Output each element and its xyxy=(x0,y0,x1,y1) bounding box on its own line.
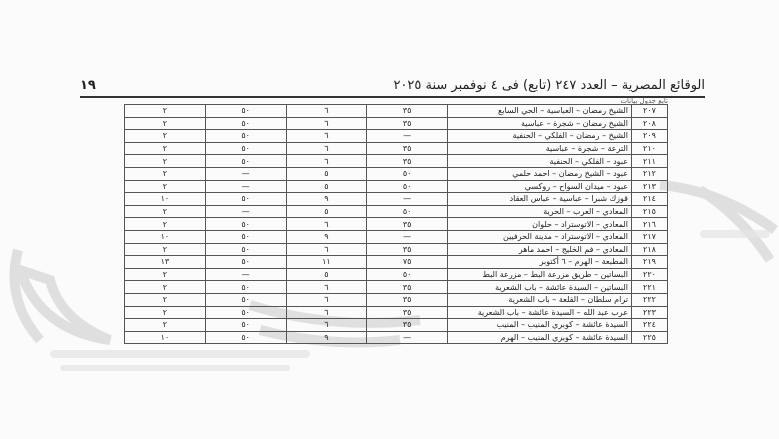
row-number: ٢٠٧ xyxy=(632,105,668,118)
row-value-1: ٥٠ xyxy=(367,167,448,180)
row-number: ٢١٣ xyxy=(632,180,668,193)
row-route: عبود – ميدان السواح – روكسي xyxy=(448,180,632,193)
row-route: المعادي – فم الخليج – احمد ماهر xyxy=(448,243,632,256)
table-row xyxy=(125,142,668,155)
row-value-1: ٣٥ xyxy=(367,243,448,256)
row-value-2: ٦ xyxy=(286,243,367,256)
row-value-3: — xyxy=(205,180,286,193)
table-row xyxy=(125,193,668,206)
row-value-2: ٥ xyxy=(286,167,367,180)
row-value-4: ٢ xyxy=(125,319,206,332)
row-value-1: ٧٥ xyxy=(367,256,448,269)
row-number: ٢١٨ xyxy=(632,243,668,256)
row-value-1: ٣٥ xyxy=(367,319,448,332)
table-row xyxy=(125,155,668,168)
row-value-1: ٥٠ xyxy=(367,268,448,281)
row-value-4: ٢ xyxy=(125,142,206,155)
page-header xyxy=(80,78,705,96)
row-value-4: ٢ xyxy=(125,218,206,231)
row-value-2: ٦ xyxy=(286,319,367,332)
row-number: ٢٢٣ xyxy=(632,306,668,319)
row-value-2: ٦ xyxy=(286,155,367,168)
row-value-2: ٦ xyxy=(286,105,367,118)
row-value-1: ٥٠ xyxy=(367,180,448,193)
row-value-1: ٣٥ xyxy=(367,281,448,294)
row-value-4: ١٠ xyxy=(125,230,206,243)
table-row xyxy=(125,319,668,332)
row-route: عرب عبد الله – السيدة عائشة – باب الشعرية xyxy=(448,306,632,319)
row-route: عبود – الشيخ رمضان – احمد حلمي xyxy=(448,167,632,180)
row-number: ٢٢٤ xyxy=(632,319,668,332)
row-value-3: ٥٠ xyxy=(205,293,286,306)
row-number: ٢٠٨ xyxy=(632,117,668,130)
row-route: الشيخ – رمضان – الفلكي – الحنفية xyxy=(448,130,632,143)
row-route: السيدة عائشة – كوبري المنيب – المنيب xyxy=(448,319,632,332)
row-route: عبود – الفلكي – الحنفية xyxy=(448,155,632,168)
row-value-3: ٥٠ xyxy=(205,256,286,269)
table-row xyxy=(125,218,668,231)
row-value-3: ٥٠ xyxy=(205,230,286,243)
row-value-2: ١١ xyxy=(286,256,367,269)
row-value-1: ٣٥ xyxy=(367,117,448,130)
row-value-3: ٥٠ xyxy=(205,117,286,130)
table-row xyxy=(125,243,668,256)
row-route: ترام سلطان – القلعة – باب الشعرية xyxy=(448,293,632,306)
table-row xyxy=(125,205,668,218)
table-row xyxy=(125,306,668,319)
row-route: السيدة عائشة – كوبري المنيب – الهرم xyxy=(448,331,632,344)
row-value-3: ٥٠ xyxy=(205,306,286,319)
row-value-1: — xyxy=(367,230,448,243)
row-value-3: ٥٠ xyxy=(205,218,286,231)
row-number: ٢١٢ xyxy=(632,167,668,180)
row-route: الشيخ رمضان – العباسية – الحي السابع xyxy=(448,105,632,118)
data-table xyxy=(124,104,668,344)
row-value-1: ٣٥ xyxy=(367,293,448,306)
row-value-1: ٥٠ xyxy=(367,205,448,218)
row-value-3: ٥٠ xyxy=(205,155,286,168)
row-value-2: ٦ xyxy=(286,293,367,306)
row-value-4: ٢ xyxy=(125,268,206,281)
page-number: ١٩ xyxy=(80,78,96,93)
row-value-4: ٢ xyxy=(125,205,206,218)
row-value-1: ٣٥ xyxy=(367,306,448,319)
table-row xyxy=(125,256,668,269)
table-row xyxy=(125,331,668,344)
row-value-4: ١٣ xyxy=(125,256,206,269)
row-number: ٢١٦ xyxy=(632,218,668,231)
row-value-1: — xyxy=(367,130,448,143)
row-value-2: ٦ xyxy=(286,130,367,143)
table-caption: تابع جدول بيانات xyxy=(620,97,668,105)
row-value-3: ٥٠ xyxy=(205,243,286,256)
row-value-3: — xyxy=(205,268,286,281)
row-value-2: ٦ xyxy=(286,218,367,231)
row-number: ٢١٥ xyxy=(632,205,668,218)
header-rule xyxy=(80,96,705,98)
row-value-4: ٢ xyxy=(125,180,206,193)
row-value-1: ٣٥ xyxy=(367,155,448,168)
row-value-3: ٥٠ xyxy=(205,105,286,118)
table-row xyxy=(125,105,668,118)
row-number: ٢٢١ xyxy=(632,281,668,294)
row-value-4: ٢ xyxy=(125,306,206,319)
row-value-4: ٢ xyxy=(125,130,206,143)
row-value-3: ٥٠ xyxy=(205,130,286,143)
row-value-2: ٩ xyxy=(286,193,367,206)
row-value-3: — xyxy=(205,167,286,180)
row-value-2: ٦ xyxy=(286,281,367,294)
row-route: الشيخ رمضان – شجرة – عباسية xyxy=(448,117,632,130)
row-number: ٢٢٢ xyxy=(632,293,668,306)
row-value-4: ٢ xyxy=(125,105,206,118)
row-value-1: ٣٥ xyxy=(367,142,448,155)
table-row xyxy=(125,230,668,243)
row-route: الترعة – شجرة – عباسية xyxy=(448,142,632,155)
row-value-4: ٢ xyxy=(125,155,206,168)
table-row xyxy=(125,293,668,306)
row-value-4: ١٠ xyxy=(125,193,206,206)
row-number: ٢٢٥ xyxy=(632,331,668,344)
row-value-4: ١٠ xyxy=(125,331,206,344)
row-value-4: ٢ xyxy=(125,293,206,306)
row-value-2: ٩ xyxy=(286,230,367,243)
row-value-4: ٢ xyxy=(125,167,206,180)
row-route: المطبعة – الهرم – ٦ أكتوبر xyxy=(448,256,632,269)
row-value-3: ٥٠ xyxy=(205,142,286,155)
row-value-3: ٥٠ xyxy=(205,281,286,294)
table-row xyxy=(125,167,668,180)
row-value-1: — xyxy=(367,331,448,344)
row-route: المعادي – العرب – الحرية xyxy=(448,205,632,218)
row-value-2: ٦ xyxy=(286,117,367,130)
row-value-1: ٣٥ xyxy=(367,218,448,231)
row-value-2: ٥ xyxy=(286,268,367,281)
row-value-2: ٩ xyxy=(286,331,367,344)
row-value-2: ٦ xyxy=(286,142,367,155)
row-route: المعادي – الاتوستراد – حلوان xyxy=(448,218,632,231)
table-row xyxy=(125,130,668,143)
row-number: ٢٠٩ xyxy=(632,130,668,143)
row-value-3: ٥٠ xyxy=(205,331,286,344)
row-route: قوزك شبرا – عباسية – عباس العقاد xyxy=(448,193,632,206)
row-value-1: ٣٥ xyxy=(367,105,448,118)
row-value-3: ٥٠ xyxy=(205,193,286,206)
row-value-4: ٢ xyxy=(125,243,206,256)
row-number: ٢٢٠ xyxy=(632,268,668,281)
row-value-4: ٢ xyxy=(125,117,206,130)
row-number: ٢١١ xyxy=(632,155,668,168)
row-value-2: ٥ xyxy=(286,180,367,193)
row-value-1: — xyxy=(367,193,448,206)
row-route: البساتين – السيدة عائشة – باب الشعرية xyxy=(448,281,632,294)
row-number: ٢١٠ xyxy=(632,142,668,155)
header-title: الوقائع المصرية – العدد ٢٤٧ (تابع) فى ٤ نوفمبر سنة ٢٠٢٥ xyxy=(393,78,705,93)
row-value-4: ٢ xyxy=(125,281,206,294)
row-number: ٢١٩ xyxy=(632,256,668,269)
table-row xyxy=(125,117,668,130)
row-route: البساتين – طريق مزرعة البط – مزرعة البط xyxy=(448,268,632,281)
row-number: ٢١٤ xyxy=(632,193,668,206)
row-value-2: ٥ xyxy=(286,205,367,218)
table-row xyxy=(125,281,668,294)
row-number: ٢١٧ xyxy=(632,230,668,243)
row-route: المعادي – الاتوستراد – مدينة الحرفيين xyxy=(448,230,632,243)
row-value-2: ٦ xyxy=(286,306,367,319)
table-row xyxy=(125,180,668,193)
table-row xyxy=(125,268,668,281)
row-value-3: ٥٠ xyxy=(205,319,286,332)
row-value-3: — xyxy=(205,205,286,218)
